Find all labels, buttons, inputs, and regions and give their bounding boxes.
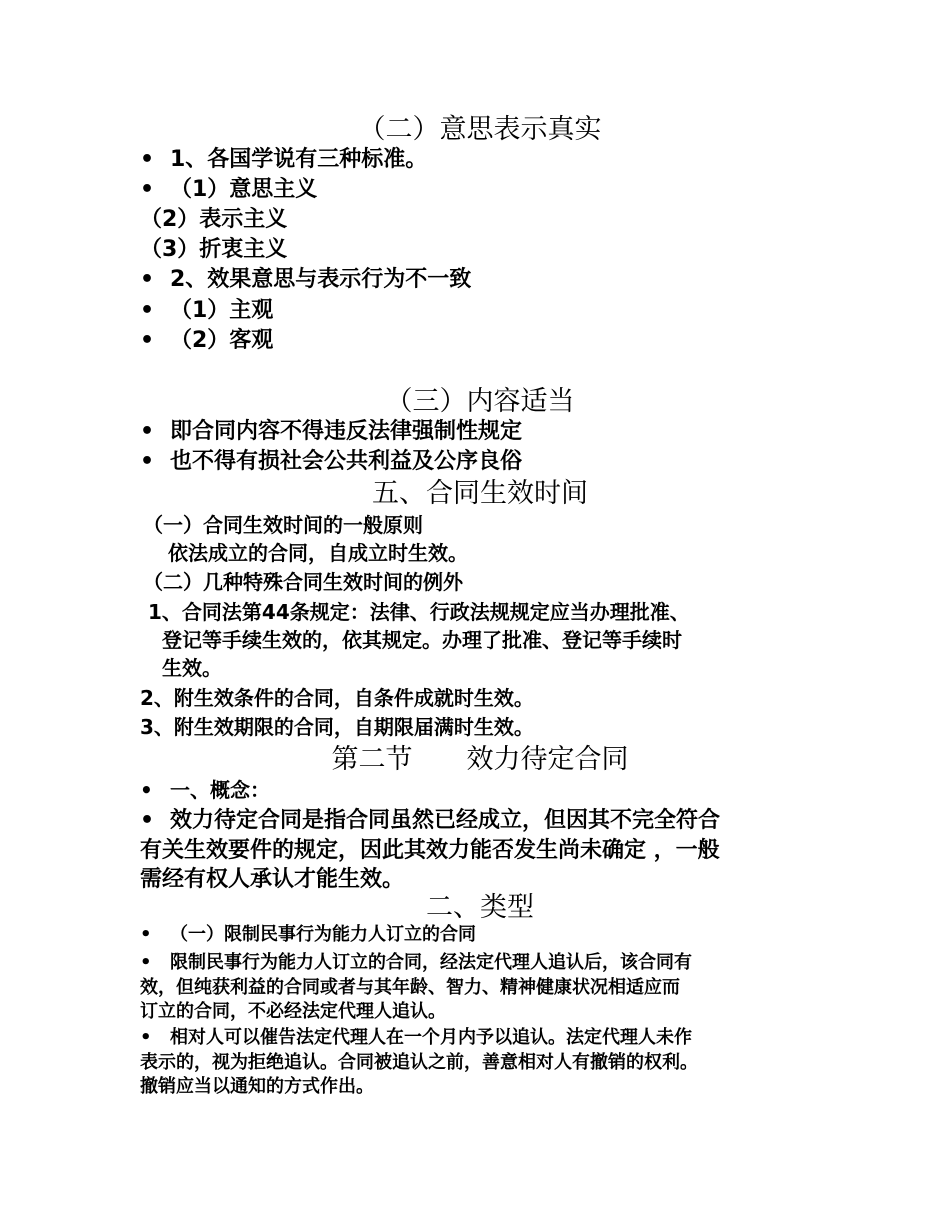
list-item: • 效力待定合同是指合同虽然已经成立，但因其不完全符合: [140, 806, 820, 836]
paragraph-line: 表示的，视为拒绝追认。合同被追认之前，善意相对人有撤销的权利。: [140, 1052, 698, 1073]
heading-chapter: 第二节 效力待定合同: [331, 744, 629, 775]
bullet-icon: •: [140, 298, 155, 323]
bullet-icon: •: [140, 808, 155, 833]
heading-section-2: （二）意思表示真实: [358, 114, 602, 145]
bullet-icon: •: [140, 419, 155, 444]
paragraph-line: 有关生效要件的规定，因此其效力能否发生尚未确定 ，一般: [140, 838, 720, 863]
list-item: • 即合同内容不得违反法律强制性规定: [140, 417, 820, 447]
bullet-icon: •: [140, 177, 155, 202]
list-item: • 1、各国学说有三种标准。: [140, 145, 820, 175]
bullet-icon: •: [140, 952, 152, 973]
paragraph-line: 3、附生效期限的合同，自期限届满时生效。: [140, 715, 534, 739]
paragraph-line: 2、附生效条件的合同，自条件成就时生效。: [140, 686, 534, 710]
list-item: • 限制民事行为能力人订立的合同，经法定代理人追认后，该合同有: [140, 952, 692, 973]
paragraph-line: 效，但纯获利益的合同或者与其年龄、智力、精神健康状况相适应而: [140, 977, 680, 998]
list-item: • （1）意思主义: [140, 175, 820, 205]
bullet-icon: •: [140, 1027, 152, 1048]
list-item: • 也不得有损社会公共利益及公序良俗: [140, 447, 820, 477]
list-item: （2）表示主义: [140, 207, 288, 232]
bullet-icon: •: [140, 449, 155, 474]
bullet-icon: •: [140, 778, 153, 802]
bullet-icon: •: [140, 328, 155, 353]
heading-types: 二、类型: [426, 892, 534, 923]
list-item: （3）折衷主义: [140, 237, 288, 262]
paragraph-line: 生效。: [162, 656, 222, 680]
paragraph-line: 订立的合同，不必经法定代理人追认。: [140, 1001, 446, 1022]
paragraph-line: 需经有权人承认才能生效。: [140, 867, 405, 892]
paragraph-line: 依法成立的合同，自成立时生效。: [168, 541, 468, 565]
subheading: （一）合同生效时间的一般原则: [143, 513, 423, 537]
list-item: • 2、效果意思与表示行为不一致: [140, 265, 820, 295]
paragraph-line: 1、合同法第44条规定：法律、行政法规规定应当办理批准、: [148, 600, 690, 624]
subheading: （二）几种特殊合同生效时间的例外: [143, 570, 463, 594]
list-item: • （一）限制民事行为能力人订立的合同: [140, 924, 476, 945]
heading-section-5: 五、合同生效时间: [372, 478, 588, 509]
list-item: • 一、概念：: [140, 775, 820, 805]
list-item: • （2）客观: [140, 326, 820, 356]
paragraph-line: 登记等手续生效的，依其规定。办理了批准、登记等手续时: [162, 628, 682, 652]
list-item: • （1）主观: [140, 296, 820, 326]
bullet-icon: •: [140, 267, 155, 292]
bullet-icon: •: [140, 924, 152, 945]
list-item: • 相对人可以催告法定代理人在一个月内予以追认。法定代理人未作: [140, 1027, 692, 1048]
bullet-icon: •: [140, 147, 155, 172]
heading-section-3: （三）内容适当: [385, 386, 575, 417]
paragraph-line: 撤销应当以通知的方式作出。: [140, 1076, 374, 1097]
